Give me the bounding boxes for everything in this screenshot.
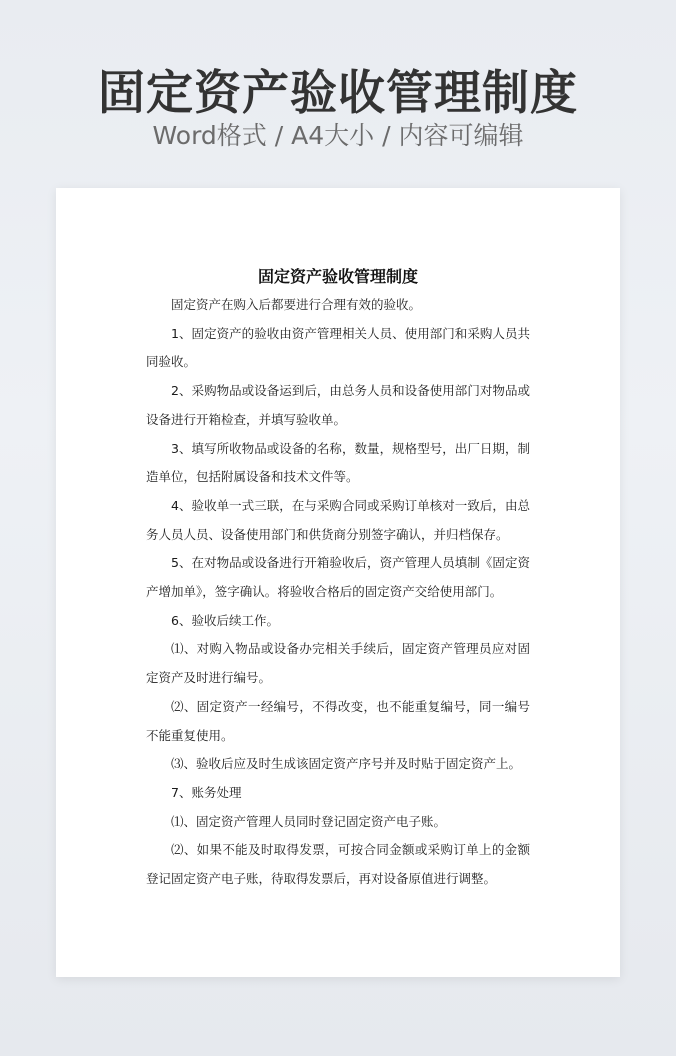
paragraph: ⑴、对购入物品或设备办完相关手续后，固定资产管理员应对固定资产及时进行编号。	[146, 641, 530, 686]
paragraph: 2、采购物品或设备运到后，由总务人员和设备使用部门对物品或设备进行开箱检查，并填写验收单。	[146, 383, 530, 427]
paragraph: 3、填写所收物品或设备的名称，数量，规格型号，出厂日期，制造单位，包括附属设备和技术文件等。	[146, 440, 530, 485]
banner-subtitle: Word格式 / A4大小 / 内容可编辑	[152, 121, 524, 150]
paragraph: 7、账务处理	[171, 784, 242, 800]
paragraph: ⑴、固定资产管理人员同时登记固定资产电子账。	[171, 813, 447, 829]
banner-title: 固定资产验收管理制度	[98, 66, 578, 121]
document-body	[146, 291, 530, 894]
paragraph: 6、验收后续工作。	[171, 612, 279, 628]
paragraph: ⑵、固定资产一经编号，不得改变，也不能重复编号，同一编号不能重复使用。	[146, 698, 530, 743]
paragraph: ⑵、如果不能及时取得发票，可按合同金额或采购订单上的金额登记固定资产电子账，待取得发票后，再对设备原值进行调整。	[146, 842, 530, 887]
paragraph: ⑶、验收后应及时生成该固定资产序号并及时贴于固定资产上。	[171, 756, 522, 772]
document-page	[56, 188, 620, 977]
paragraph: 1、固定资产的验收由资产管理相关人员、使用部门和采购人员共同验收。	[146, 325, 530, 370]
document-title: 固定资产验收管理制度	[257, 267, 418, 286]
paragraph: 固定资产在购入后都要进行合理有效的验收。	[171, 297, 422, 312]
paragraph: 5、在对物品或设备进行开箱验收后，资产管理人员填制《固定资产增加单》，签字确认。将验收合格后的固定资产交给使用部门。	[146, 555, 530, 600]
paragraph: 4、验收单一式三联，在与采购合同或采购订单核对一致后，由总务人员人员、设备使用部门和供货商分别签字确认，并归档保存。	[146, 497, 530, 542]
